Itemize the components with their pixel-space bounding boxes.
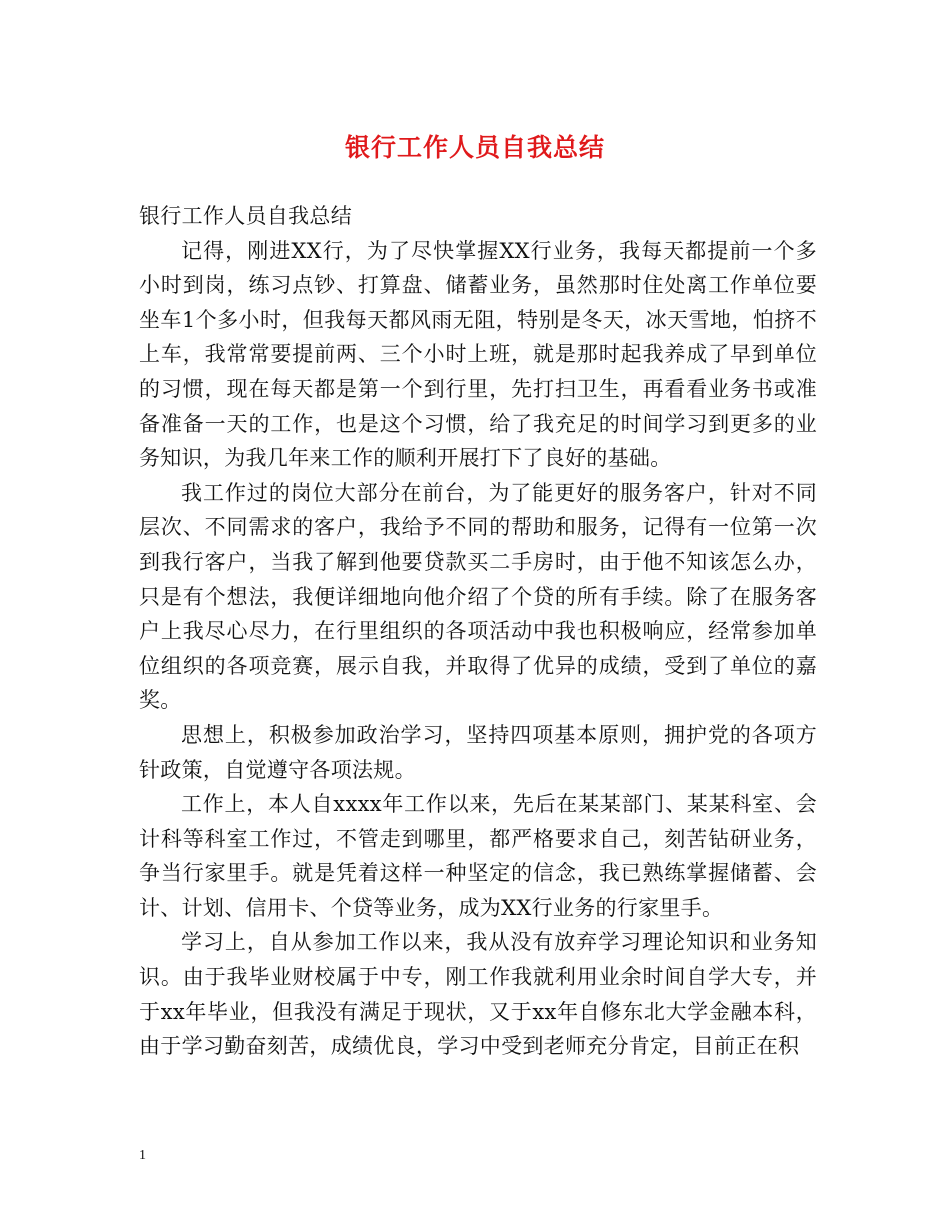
paragraph-1: 记得，刚进XX行，为了尽快掌握XX行业务，我每天都提前一个多小时到岗，练习点钞、打算盘、储蓄业务，虽然那时住处离工作单位要坐车1个多小时，但我每天都风雨无阻，特别是冬天，冰天雪地，怕挤不上车，我常常要提前两、三个小时上班，就是那时起我养成了早到单位的习惯，现在每天都是第一个到行里，先打扫卫生，再看看业务书或准备准备一天的工作，也是这个习惯，给了我充足的时间学习到更多的业务知识，为我几年来工作的顺利开展打下了良好的基础。: [139, 238, 817, 471]
document-body: [139, 199, 817, 1064]
document-subtitle: 银行工作人员自我总结: [139, 204, 352, 228]
document-title: 银行工作人员自我总结: [344, 133, 605, 162]
paragraph-2: 我工作过的岗位大部分在前台，为了能更好的服务客户，针对不同层次、不同需求的客户，我给予不同的帮助和服务，记得有一位第一次到我行客户，当我了解到他要贷款买二手房时，由于他不知该怎么办，只是有个想法，我便详细地向他介绍了个贷的所有手续。除了在服务客户上我尽心尽力，在行里组织的各项活动中我也积极响应，经常参加单位组织的各项竞赛，展示自我，并取得了优异的成绩，受到了单位的嘉奖。: [139, 480, 817, 713]
paragraph-4: 工作上，本人自xxxx年工作以来，先后在某某部门、某某科室、会计科等科室工作过，不管走到哪里，都严格要求自己，刻苦钻研业务，争当行家里手。就是凭着这样一种坚定的信念，我已熟练掌握储蓄、会计、计划、信用卡、个贷等业务，成为XX行业务的行家里手。: [139, 792, 817, 920]
page-number: 1: [139, 1148, 146, 1163]
paragraph-3: 思想上，积极参加政治学习，坚持四项基本原则，拥护党的各项方针政策，自觉遵守各项法规。: [139, 722, 817, 782]
paragraph-5: 学习上，自从参加工作以来，我从没有放弃学习理论知识和业务知识。由于我毕业财校属于中专，刚工作我就利用业余时间自学大专，并于xx年毕业，但我没有满足于现状，又于xx年自修东北大学金融本科，由于学习勤奋刻苦，成绩优良，学习中受到老师充分肯定，目前正在积: [139, 930, 817, 1059]
